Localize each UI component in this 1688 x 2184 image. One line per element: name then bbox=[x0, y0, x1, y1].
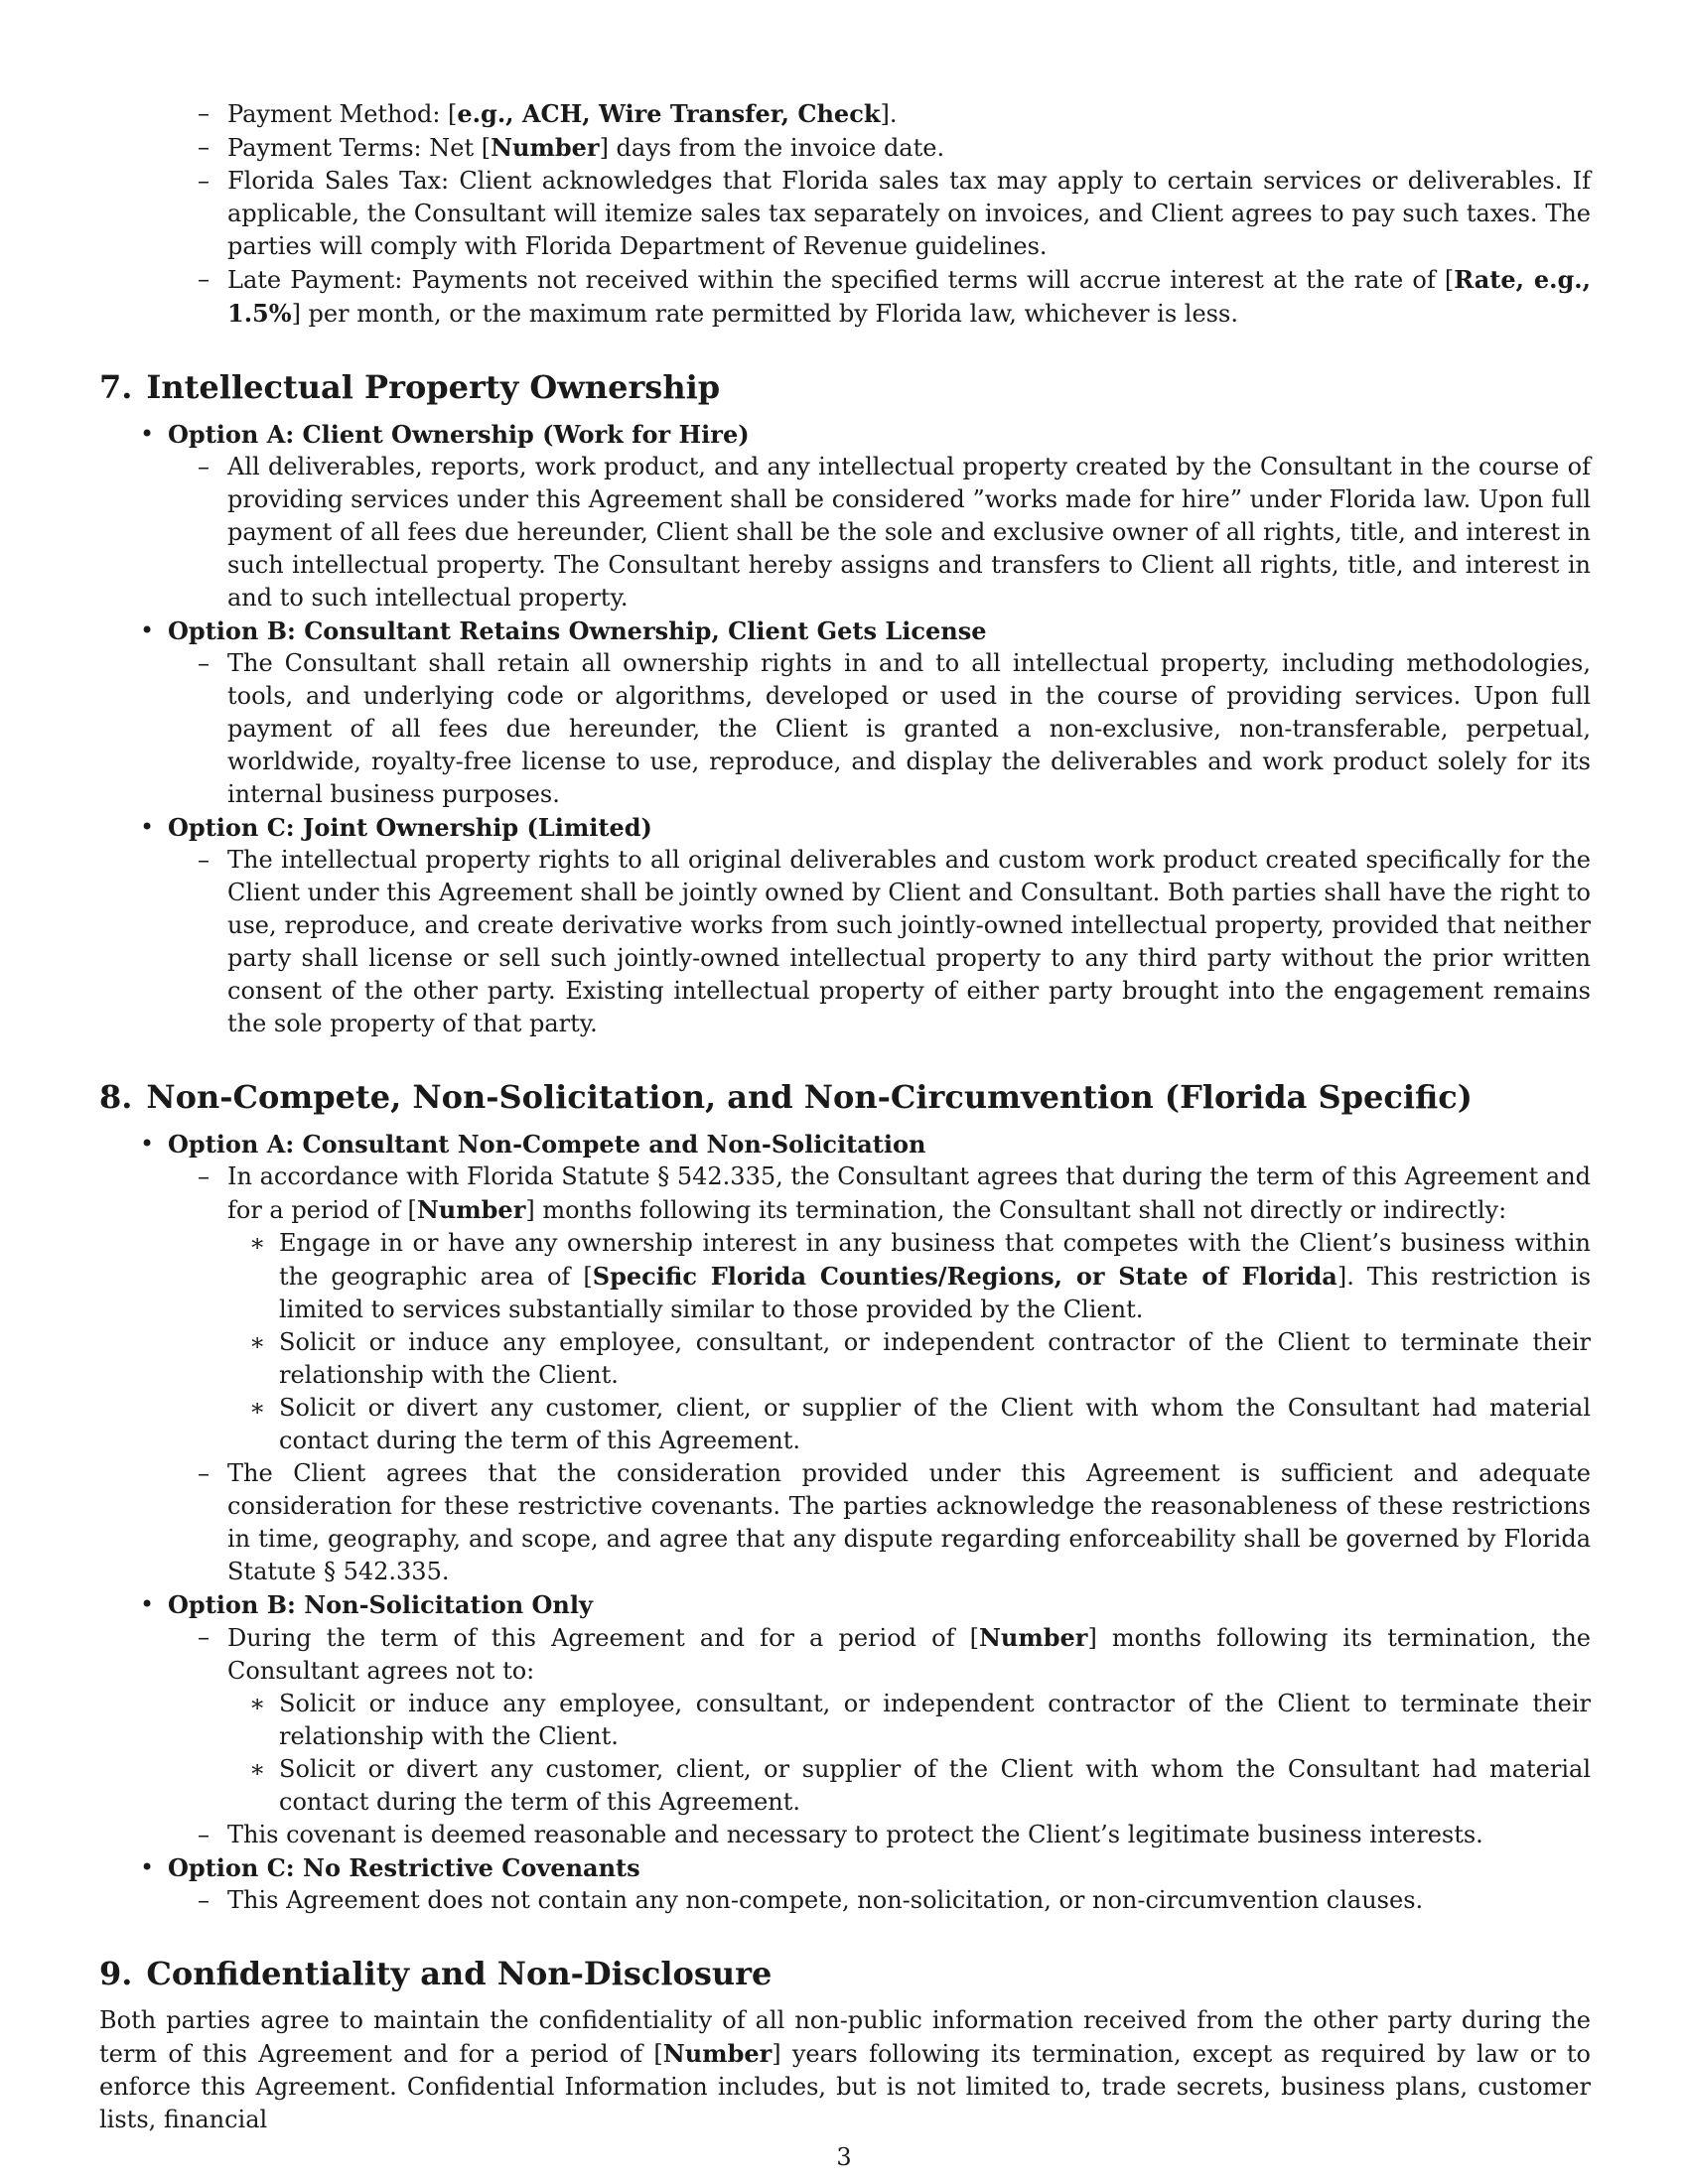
list-item: – The intellectual property rights to all original deliverables and custom work product created specifically for the Client under this Agreement shall be jointly owned by Client and Consultant. Both parties shall have the right to use, reproduce, and create derivative works from such jointly-owned intellectual property, provided that neither party shall license or sell such jointly-owned intellectual property to any third party without the prior written consent of the other party. Existing intellectual property of either party brought into the engagement remains the sole property of that party. bbox=[198, 846, 1591, 1037]
dash-marker: – bbox=[198, 167, 210, 195]
star-marker: ∗ bbox=[249, 1755, 266, 1783]
sub-list-item: ∗ Solicit or divert any customer, client, or supplier of the Client with whom the Consultant had material contact during the term of this Agreement. bbox=[249, 1394, 1591, 1454]
list-item: – This covenant is deemed reasonable and necessary to protect the Client’s legitimate business interests. bbox=[227, 1819, 1591, 1851]
section-heading-9: 9. Confidentiality and Non-Disclosure bbox=[99, 1955, 773, 1992]
star-marker: ∗ bbox=[249, 1229, 266, 1257]
star-marker: ∗ bbox=[249, 1328, 266, 1356]
section-heading-8: 8. Non-Compete, Non-Solicitation, and Non-Circumvention (Florida Specific) bbox=[99, 1078, 1473, 1116]
sub-list-item: ∗ Engage in or have any ownership interest in any business that competes with the Client’s business within the geographic area of [Specific Florida Counties/Regions, or State of Florida]. This restriction is limited to services substantially similar to those provided by the Client. bbox=[249, 1229, 1592, 1323]
sub-list-item: ∗ Solicit or divert any customer, client, or supplier of the Client with whom the Consultant had material contact during the term of this Agreement. bbox=[249, 1755, 1591, 1816]
bullet-marker: • bbox=[140, 616, 155, 644]
list-item: – During the term of this Agreement and for a period of [Number] months following its termination, the Consultant agrees not to: bbox=[198, 1623, 1591, 1685]
bullet-marker: • bbox=[140, 1590, 155, 1618]
option-heading: • Option A: Client Ownership (Work for Hire) bbox=[140, 420, 750, 449]
option-heading: • Option B: Consultant Retains Ownership, Client Gets License bbox=[140, 616, 987, 645]
dash-marker: – bbox=[198, 453, 210, 480]
dash-marker: – bbox=[198, 1623, 210, 1651]
dash-marker: – bbox=[198, 1459, 210, 1487]
option-heading: • Option B: Non-Solicitation Only bbox=[140, 1590, 593, 1619]
option-heading: • Option C: Joint Ownership (Limited) bbox=[140, 813, 652, 842]
list-item: – The Consultant shall retain all ownership rights in and to all intellectual property, including methodologies, tools, and underlying code or algorithms, developed or used in the course of providing services. Upon full payment of all fees due hereunder, the Client is granted a non-exclusive, non-transferable, perpetual, worldwide, royalty-free license to use, reproduce, and display the deliverables and work product solely for its internal business purposes. bbox=[198, 649, 1591, 808]
document-page bbox=[99, 97, 1591, 2136]
paragraph-confidentiality: Both parties agree to maintain the confidentiality of all non-public information received from the other party during the term of this Agreement and for a period of [Number] years following its termination, except as required by law or to enforce this Agreement. Confidential Information includes, but is not limited to, trade secrets, business plans, customer lists, financial bbox=[99, 2006, 1592, 2133]
star-marker: ∗ bbox=[249, 1394, 266, 1422]
bullet-marker: • bbox=[140, 420, 155, 448]
list-item: – In accordance with Florida Statute § 542.335, the Consultant agrees that during the term of this Agreement and for a period of [Number] months following its termination, the Consultant shall not directly or indirectly: bbox=[198, 1162, 1592, 1224]
dash-marker: – bbox=[198, 1162, 210, 1190]
list-item-payment-method: – Payment Method: [e.g., ACH, Wire Transfer, Check]. bbox=[198, 99, 898, 128]
list-item-sales-tax: – Florida Sales Tax: Client acknowledges that Florida sales tax may apply to certain services or deliverables. If applicable, the Consultant will itemize sales tax separately on invoices, and Client agrees to pay such taxes. The parties will comply with Florida Department of Revenue guidelines. bbox=[198, 167, 1591, 260]
sub-list-item: ∗ Solicit or induce any employee, consultant, or independent contractor of the Client to terminate their relationship with the Client. bbox=[249, 1690, 1591, 1750]
dash-marker: – bbox=[198, 649, 210, 677]
option-heading: • Option C: No Restrictive Covenants bbox=[140, 1853, 640, 1882]
star-marker: ∗ bbox=[249, 1690, 266, 1717]
bullet-marker: • bbox=[140, 1130, 155, 1158]
option-heading: • Option A: Consultant Non-Compete and Non-Solicitation bbox=[140, 1130, 926, 1159]
page-number: 3 bbox=[836, 2143, 852, 2171]
list-item-late-payment: – Late Payment: Payments not received within the specified terms will accrue interest at the rate of [Rate, e.g., 1.5%] per month, or the maximum rate permitted by Florida law, whichever is less. bbox=[198, 265, 1591, 328]
bullet-marker: • bbox=[140, 1853, 155, 1881]
sub-list-item: ∗ Solicit or induce any employee, consultant, or independent contractor of the Client to terminate their relationship with the Client. bbox=[249, 1328, 1591, 1389]
dash-marker: – bbox=[198, 265, 210, 293]
list-item: – This Agreement does not contain any non-compete, non-solicitation, or non-circumvention clauses. bbox=[227, 1884, 1591, 1917]
dash-marker: – bbox=[198, 133, 210, 161]
bullet-marker: • bbox=[140, 813, 155, 841]
dash-marker: – bbox=[198, 1821, 210, 1848]
dash-marker: – bbox=[198, 99, 210, 127]
section-heading-7: 7. Intellectual Property Ownership bbox=[99, 368, 721, 406]
list-item: – The Client agrees that the consideration provided under this Agreement is sufficient and adequate consideration for these restrictive covenants. The parties acknowledge the reasonableness of these restrictions in time, geography, and scope, and agree that any dispute regarding enforceability shall be governed by Florida Statute § 542.335. bbox=[198, 1459, 1591, 1585]
list-item: – All deliverables, reports, work product, and any intellectual property created by the Consultant in the course of providing services under this Agreement shall be considered ”works made for hire” under Florida law. Upon full payment of all fees due hereunder, Client shall be the sole and exclusive owner of all rights, title, and interest in such intellectual property. The Consultant hereby assigns and transfers to Client all rights, title, and interest in and to such intellectual property. bbox=[198, 453, 1591, 612]
list-item-payment-terms: – Payment Terms: Net [Number] days from the invoice date. bbox=[198, 133, 945, 162]
dash-marker: – bbox=[198, 846, 210, 874]
dash-marker: – bbox=[198, 1886, 210, 1914]
